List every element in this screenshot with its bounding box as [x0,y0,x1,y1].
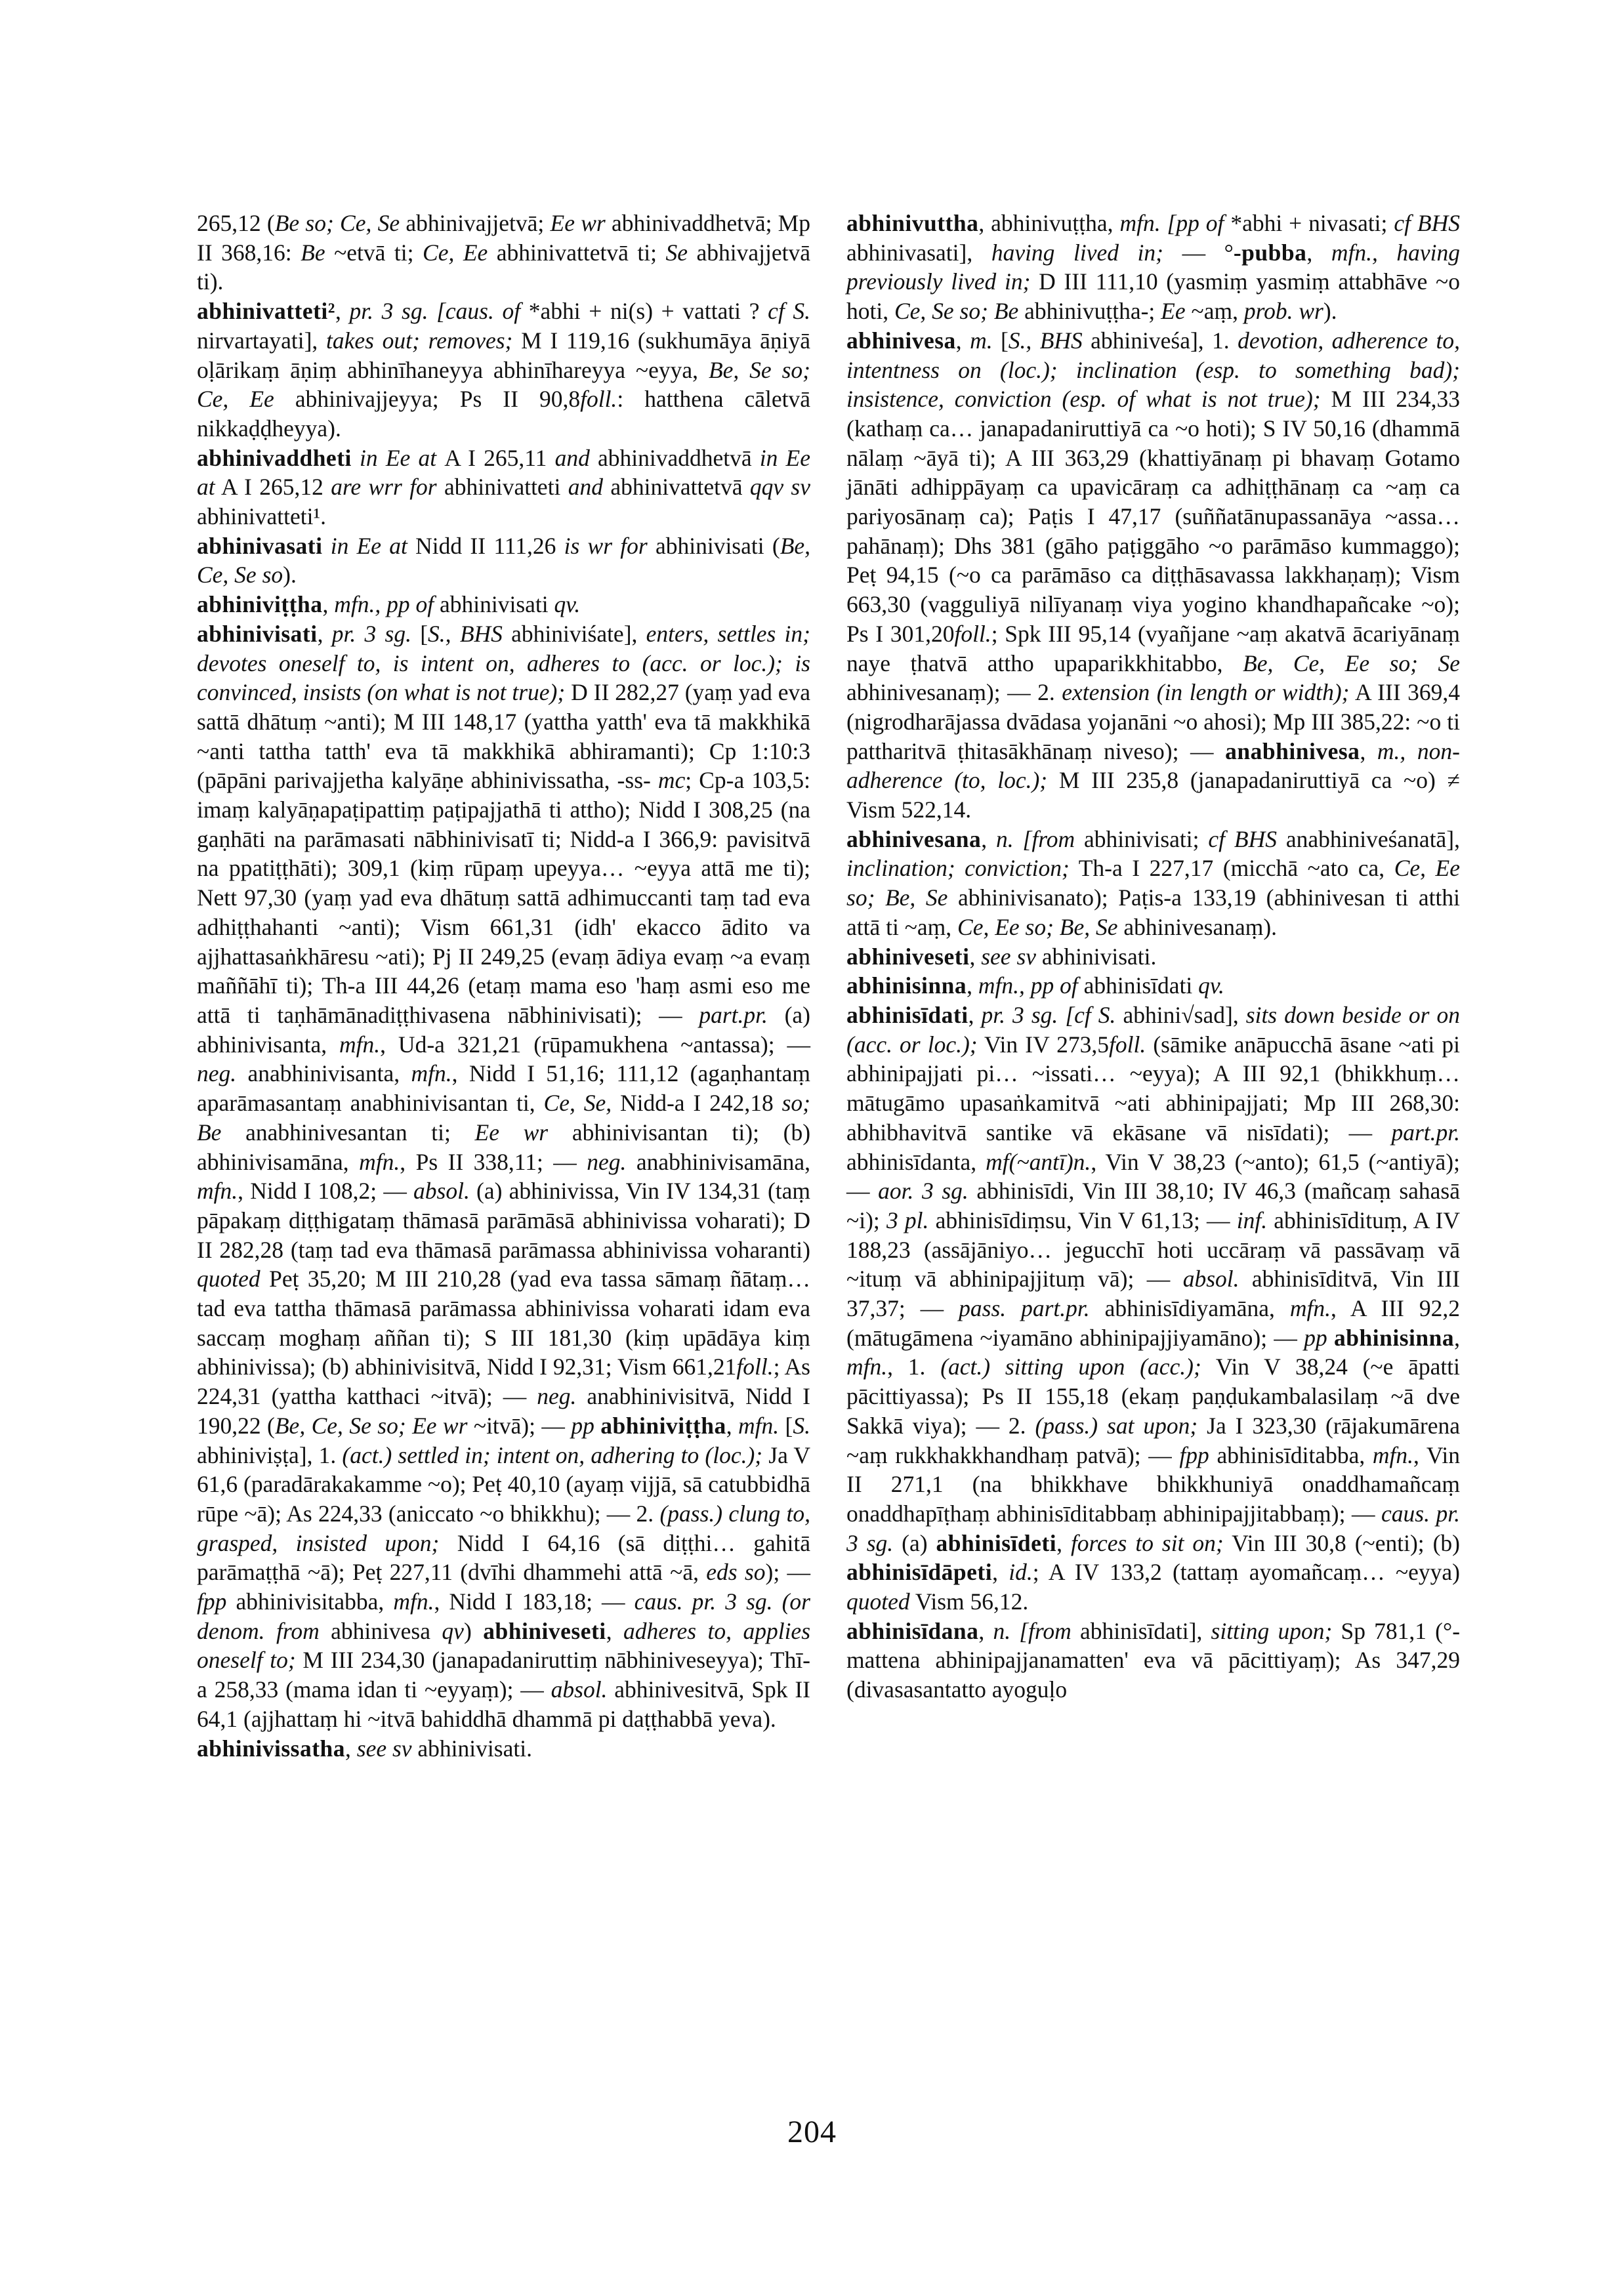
headword: abhinivaddheti [197,444,352,471]
entry-text: in Ee at [197,444,810,501]
entry-text: qv [442,1617,464,1644]
entry-text: , Vin V 38,23 (~anto); 61,5 (~antiyā); — [846,1148,1460,1205]
entry-text: anabhiniveśanatā], [1276,825,1461,852]
entry-text: Be so; Ce, Se [274,210,400,236]
entry-text: (pass.) sat upon; [1035,1412,1198,1439]
entry-text [594,1413,600,1439]
entry-text: inf. [1236,1207,1268,1233]
entry-text: abhinivesitvā, Spk II 64,1 (ajjhattaṃ hi ~itvā bahiddhā dhammā pi daṭṭhabbā yeva). [197,1676,810,1732]
entry-text: abhinivisati; [1075,825,1209,852]
entry-text: (a) abhinivisanta, [197,1001,810,1058]
entry-text: Ce, Ee [423,239,488,266]
headword: abhinisīdana [846,1617,979,1644]
entry-text: M I 119,16 (sukhumāya āṇiyā oḷārikaṃ āṇiṃ abhinīhaneyya abhinīhareyya ~eyya, [197,327,811,383]
entry-text: neg. [587,1148,627,1175]
entry-text: is wr for [564,532,648,559]
headword: abhinisīdāpeti [846,1559,993,1586]
entry-text: A I 265,11 [444,444,555,471]
headword: abhiniveseti [483,1617,606,1644]
entry-text: abhinivatteti [436,474,568,501]
entry-text: abhiniviśate], [502,620,646,647]
entry-text: foll. [1109,1031,1146,1058]
entry-text: mfn. [197,1178,238,1205]
entry-text: abhinivisati ( [647,532,780,559]
entry-text: mfn. [411,1060,452,1087]
dictionary-entry [197,444,810,531]
headword: abhinisīdati [846,1001,968,1028]
entry-text: : hatthena cāletvā nikkaḍḍheyya). [197,386,810,442]
entry-text: , 1. [887,1354,941,1380]
entry-text: ; Spk III 95,14 (vyañjane ~aṃ akatvā ācariyānaṃ naye ṭhatvā attho upaparikkhitabbo, [846,620,1460,676]
entry-text: qv. [1198,972,1224,999]
headword: abhinivesa [846,327,956,354]
entry-text: abhinisīdati [1077,972,1199,999]
entry-text: Ee [1161,298,1186,325]
entry-text: , [726,1412,739,1439]
entry-text: devotion, adherence to, intentness on (loc.); inclination (esp. to something bad); insistence, conviction (esp. of what is not true); [846,327,1460,413]
entry-text: Be, Ce, Se so; Ee wr [274,1412,468,1439]
entry-text: , [1454,1324,1460,1351]
dictionary-entry [846,971,1460,1001]
entry-text: part.pr. [1391,1119,1460,1146]
entry-text: (pass.) clung to, grasped, insisted upon; [197,1500,810,1556]
entry-text: pass. part.pr. [959,1295,1090,1322]
entry-text: Nidd-a I 242,18 [612,1090,782,1117]
dictionary-entry [846,1617,1460,1705]
dictionary-entry [197,531,810,590]
entry-text: in Ee at [351,444,445,471]
entry-text: A I 265,12 [215,474,331,501]
entry-text: ; As 224,31 (yattha katthaci ~itvā); — [197,1354,810,1410]
entry-text: mfn. [1289,1295,1331,1322]
entry-text: extension (in length or width); [1062,679,1350,706]
entry-text: Be [301,239,325,266]
entry-text: mfn. [738,1412,780,1439]
entry-text: aor. 3 sg. [878,1178,968,1205]
entry-text: foll. [954,620,991,647]
entry-text: , [955,327,970,354]
entry-text: Se [665,239,688,266]
entry-text: abhinivesanaṃ); — 2. [846,679,1062,706]
entry-text: abhinivisantan ti); (b) abhinivisamāna, [197,1119,811,1175]
entry-text: (a) abhinivissa, Vin IV 134,31 (taṃ pāpakaṃ diṭṭhigataṃ thāmasā parāmāsā abhinivissa voharati); D II 282,28 (taṃ tad eva thāmasā parāmassa abhinivissa voharanti) [197,1178,811,1263]
dictionary-entry [197,619,810,1734]
entry-text: mfn. [339,1031,381,1058]
entry-text: D II 282,27 (yaṃ yad eva sattā dhātuṃ ~anti); M III 148,17 (yattha yatth' eva tā makkhikā ~anti tattha tatth' eva tā makkhikā abhiramanti); Cp 1:10:3 (pāpāni parivajjetha kalyāṇe abhinivissatha, -ss- [197,679,810,794]
entry-text: quoted [846,1588,910,1615]
entry-text: absol. [413,1178,470,1205]
entry-text: ; A IV 133,2 (tattaṃ ayomañcaṃ… ~eyya) [1032,1559,1461,1586]
entry-text: Ce, Se so; Be [894,298,1019,325]
entry-text: foll. [736,1354,774,1380]
entry-text: , Ps II 338,11; — [400,1148,587,1175]
entry-text: neg. [537,1383,577,1410]
entry-text: abhinivasati], [846,239,991,266]
headword: anabhinivesa [1225,737,1360,764]
entry-text: foll. [580,386,617,413]
entry-text: Vism 56,12. [909,1588,1029,1615]
entry-text: abhinivisati. [411,1735,532,1762]
headword: abhinivissatha [197,1735,346,1762]
left-column [197,209,810,1763]
entry-text: and [568,474,604,501]
entry-text: inclination; conviction; [846,855,1070,882]
dictionary-entry [846,1001,1460,1617]
entry-text: Ce, Ee so; Be, Se [846,855,1460,911]
entry-text: nirvartayati], [197,327,327,354]
headword: abhinisinna [1334,1324,1455,1351]
entry-text: (act.) sitting upon (acc.); [940,1354,1201,1380]
dictionary-entry [197,209,810,297]
entry-text: ~itvā); — [467,1412,572,1439]
entry-text: Be, Ce, Ee so; Se [1243,650,1461,676]
page-number: 204 [787,2115,837,2149]
entry-text: 265,12 ( [197,210,275,236]
entry-text: abhinivaddhetvā; Mp II 368,16: [197,210,810,266]
entry-text [1327,1325,1334,1351]
entry-text: Sp 781,1 (°-mattena abhinipajjanamatten' eva vā pācittiyaṃ); As 347,29 (divasasantatto ayoguḷo [846,1617,1461,1703]
entry-text: Vin V 38,24 (~e āpatti pācittiyassa); Ps II 155,18 (ekaṃ paṇḍukambalasilaṃ ~ā dve Sakkā viya); — 2. [846,1354,1461,1439]
entry-text: abhinivaddhetvā [589,444,760,471]
entry-text: , [1056,1529,1071,1556]
entry-text: *abhi + ni(s) + vattati ? [520,298,768,325]
dictionary-entry [846,825,1460,942]
entry-text: caus. pr. 3 sg. [846,1500,1461,1556]
entry-text: cf S. [768,298,810,325]
entry-text: , Ud-a 321,21 (rūpamukhena ~antassa); — [380,1031,810,1058]
entry-text: A III 369,4 (nigrodharājassa dvādasa yojanāni ~o ahosi); Mp III 385,22: ~o ti pattharitvā ṭhitasākhānaṃ niveso); — [846,679,1460,764]
entry-text: abhinivisati. [1036,943,1157,970]
entry-text: S. [793,1412,811,1439]
entry-text: mfn., having previously lived in; [846,239,1461,295]
entry-text: Ee wr [550,210,606,236]
entry-text: takes out; removes; [326,327,513,354]
entry-text: , [967,972,978,999]
entry-text: , Nidd I 51,16; 111,12 (agaṇhantaṃ aparāmasantaṃ anabhinivisantan ti, [197,1060,811,1117]
entry-text: qqv sv [749,474,811,501]
entry-text: m. [970,327,993,354]
entry-text: see sv [981,943,1037,970]
entry-text: eds so [706,1559,766,1586]
entry-text: Ja V 61,6 (paradārakakamme ~o); Peṭ 40,10 (ayaṃ vijjā, sā catubbidhā rūpe ~ā); As 224,33 (aniccato ~o bhikkhu); — 2. [197,1441,810,1527]
dictionary-entry [197,590,810,619]
entry-text: abhini√sad], [1115,1001,1246,1028]
entry-text: mf(~antī)n. [986,1148,1091,1175]
entry-text: abhinivisitabba, [226,1588,394,1615]
entry-text: m., non-adherence (to, loc.); [846,737,1460,794]
entry-text: cf BHS [1394,210,1460,236]
entry-text: abhinivisati [434,591,554,618]
headword: abhinisīdeti [936,1529,1057,1556]
entry-text: abhinivattetvā ti; [488,239,666,266]
headword: abhinivuttha [846,210,979,236]
entry-text: forces to sit on; [1070,1529,1224,1556]
entry-text: fpp [1179,1441,1209,1468]
entry-text: adheres to, applies oneself to; [197,1617,811,1674]
headword: abhinivisati [197,620,318,647]
entry-text: abhinivajjetvā; [400,210,551,236]
entry-text: see sv [356,1735,412,1762]
entry-text: Vin III 30,8 (~enti); (b) [1223,1529,1461,1556]
entry-text: fpp [197,1588,227,1615]
entry-text: pr. 3 sg. [caus. of [349,298,521,325]
entry-text: Ee wr [474,1119,549,1146]
entry-text: qv. [554,591,581,618]
entry-text: abhivajjetvā ti). [197,239,810,295]
entry-text: ; Cp-a 103,5: imaṃ kalyāṇapaṭipattiṃ paṭipajjathā ti attho); Nidd I 308,25 (na gaṇhāti na parāmasati nābhinivisatī ti; Nidd-a I 366,9: pavisitvā na ppatiṭṭhāti); 309,1 (kiṃ rūpaṃ upeyya… ~eyya attā me ti); Nett 97,30 (yaṃ yad eva dhātuṃ sattā adhimuccanti taṃ tad eva adhiṭṭhahanti ~anti); Vism 661,31 (idh' ekacco ādito va ajjhattasaṅkhāresu ~ati); Pj II 249,25 (evaṃ ādiya evaṃ ~a evaṃ maññāhī ti); Th-a III 44,26 (etaṃ mama eso 'haṃ asmi eso me attā ti taṇhāmānadiṭṭhivasena nābhinivisati); — [197,767,811,1028]
entry-text: so; Be [197,1090,810,1146]
entry-text: Nidd II 111,26 [415,532,564,559]
entry-text: , [968,1001,982,1028]
entry-text: , A III 92,2 (mātugāmena ~iyamāno abhinipajjiyamāno); — [846,1295,1460,1351]
entry-text: , [992,1559,1009,1586]
entry-text: anabhinivisanta, [236,1060,411,1087]
entry-text: mfn. [359,1148,400,1175]
headword: abhinivasati [197,532,323,559]
entry-text: id. [1009,1559,1033,1586]
entry-text: Be, Ce, Se so [197,532,811,589]
entry-text: , [969,943,982,970]
entry-text: ); — [765,1559,811,1586]
headword: abhiniveseti [846,943,970,970]
entry-text: Be, Se so; Ce, Ee [197,356,810,413]
entry-text: 3 pl. [886,1207,929,1233]
entry-text: , [335,298,350,325]
dictionary-entry [197,297,810,444]
entry-text: mfn. [pp of [1119,210,1224,236]
entry-text: Ce, Se, [543,1090,612,1117]
dictionary-entry [846,209,1460,326]
entry-text: part.pr. [699,1001,768,1028]
entry-text: [ [779,1412,793,1439]
entry-text: S., BHS [428,620,503,647]
entry-text: , Nidd I 183,18; — [434,1588,635,1615]
entry-text: S., BHS [1008,327,1083,354]
entry-text: , [981,825,997,852]
dictionary-entry [846,326,1460,825]
entry-text: abhinivesanaṃ). [1117,913,1278,940]
entry-text: absol. [551,1676,608,1703]
right-column [846,209,1460,1705]
entry-text: quoted [197,1266,260,1292]
entry-text: abhinivesa [319,1617,442,1644]
entry-text: abhinisīditabba, [1209,1441,1373,1468]
entry-text: abhiniveśa], 1. [1082,327,1238,354]
entry-text: having lived in; [991,239,1163,266]
entry-text: abhinisīdanta, [846,1148,986,1175]
entry-text: mfn., pp of [334,591,434,618]
entry-text: abhinisīditvā, Vin III 37,37; — [846,1266,1460,1322]
entry-text: , [345,1735,357,1762]
entry-text: M III 234,30 (janapadaniruttiṃ nābhiniveseyya); Thī-a 258,33 (mama idan ti ~eyyaṃ); — [197,1647,811,1703]
entry-text: abhinivuṭṭha-; [1018,298,1161,325]
entry-text: , [1306,239,1331,266]
entry-text: abhinisīdi, Vin III 38,10; IV 46,3 (mañcaṃ sahasā ~i); [846,1178,1460,1233]
entry-text: ). [283,562,297,589]
dictionary-entry [197,1734,810,1764]
headword: abhinivesana [846,825,982,852]
entry-text: M III 235,8 (janapadaniruttiyā ca ~o) ≠ Vism 522,14. [846,767,1460,823]
dictionary-entry [846,942,1460,972]
entry-text: , [317,620,332,647]
entry-text: caus. pr. 3 sg. (or denom. from [197,1588,811,1644]
entry-text: mfn. [846,1354,888,1380]
entry-text: mfn. [393,1588,434,1615]
entry-text: , Vin II 271,1 (na bhikkhave bhikkhuniyā onaddhamañcaṃ onaddhapīṭhaṃ abhinisīditabbaṃ abhinipajjitabbaṃ); — [846,1441,1460,1527]
headword: abhiniviṭṭha [197,591,323,618]
entry-text: cf BHS [1208,825,1277,852]
entry-text: sits down beside or on (acc. or loc.); [846,1001,1460,1058]
entry-text: , [978,1617,993,1644]
entry-text: pp [571,1412,594,1439]
entry-text: pr. 3 sg. [331,620,411,647]
entry-text: anabhinivisitvā, Nidd I 190,22 ( [197,1383,810,1439]
entry-text: abhinivajjeyya; Ps II 90,8 [274,386,581,413]
entry-text: prob. wr [1243,298,1323,325]
entry-text: absol. [1182,1266,1239,1292]
entry-text: D III 111,10 (yasmiṃ yasmiṃ attabhāve ~o hoti, [846,268,1460,325]
headword: -pubba [1233,239,1307,266]
entry-text: sitting upon; [1211,1617,1333,1644]
entry-text: abhinivatteti¹. [197,503,326,530]
entry-text: , [322,591,335,618]
entry-text: ~etvā ti; [325,239,423,266]
entry-text: abhinisīdituṃ, A IV 188,23 (assājāniyo… jegucchī hoti uccāraṃ vā passāvaṃ vā ~ituṃ vā abhinipajjituṃ vā); — [846,1207,1460,1292]
entry-text: abhinisīdiyamāna, [1089,1295,1290,1322]
entry-text: [ [992,327,1009,354]
entry-text: abhinivattetvā [603,474,750,501]
entry-text: (act.) settled in; intent on, adhering to (loc.); [342,1441,763,1468]
entry-text: anabhinivesantan ti; [221,1119,475,1146]
entry-text: ) [463,1617,484,1644]
entry-text: , abhinivuṭṭha, [978,210,1120,236]
entry-text: (a) [893,1529,936,1556]
entry-text: n. [from [996,825,1075,852]
entry-text: Vin IV 273,5 [977,1031,1110,1058]
entry-text: abhiniviṣṭa], 1. [197,1441,343,1468]
entry-text: anabhinivisamāna, [626,1148,810,1175]
entry-text: and [554,444,590,471]
entry-text: , Nidd I 108,2; — [238,1178,414,1205]
entry-text: abhinisīdati], [1071,1617,1211,1644]
entry-text: ). [1323,298,1337,325]
entry-text: (sāmike anāpucchā āsane ~ati pi abhinipajjati pi… ~issati… ~eyya); A III 92,1 (bhikkhuṃ… mātugāmo upasaṅkamitvā ~ati abhinipajjati; Mp III 268,30: abhibhavitvā santike vā ekāsane vā nisīdati); — [846,1031,1460,1146]
entry-text: are wrr for [331,474,437,501]
entry-text: pp [1304,1324,1327,1351]
entry-text: Ce, Ee so; Be, Se [957,913,1118,940]
entry-text: Nidd I 64,16 (sā diṭṭhi… gahitā parāmaṭṭhā ~ā); Peṭ 227,11 (dvīhi dhammehi attā ~ā, [197,1529,810,1586]
entry-text: — ° [1163,239,1234,266]
entry-text: , [1360,737,1377,764]
entry-text: , [606,1617,624,1644]
entry-text: mfn. [1372,1441,1413,1468]
entry-text: [ [411,620,428,647]
entry-text: enters, settles in; devotes oneself to, is intent on, adheres to (acc. or loc.); is convinced, insists (on what is not true); [197,620,810,706]
entry-text: Peṭ 35,20; M III 210,28 (yad eva tassa sāmaṃ ñātaṃ… tad eva tattha thāmasā parāmassa abhinivissa voharati idam eva saccaṃ moghaṃ aññan ti); S III 181,30 (kiṃ upādāya kiṃ abhinivissa); (b) abhinivisitvā, Nidd I 92,31; Vism 661,21 [197,1266,810,1380]
entry-text: ~aṃ, [1185,298,1244,325]
entry-text: abhinivisanato); Paṭis-a 133,19 (abhinivesan ti atthi attā ti ~aṃ, [846,884,1461,940]
entry-text: mc [657,767,686,794]
headword: abhinivatteti² [197,298,335,325]
entry-text: in Ee at [322,532,416,559]
entry-text: neg. [197,1060,237,1087]
entry-text: n. [from [993,1617,1072,1644]
headword: abhiniviṭṭha [600,1412,726,1439]
entry-text: abhinisīdiṃsu, Vin V 61,13; — [928,1207,1237,1233]
entry-text: *abhi + nivasati; [1224,210,1394,236]
entry-text: Th-a I 227,17 (micchā ~ato ca, [1069,855,1394,882]
entry-text: M III 234,33 (kathaṃ ca… janapadaniruttiyā ca ~o hoti); S IV 50,16 (dhammā nālaṃ ~āyā ti); A III 363,29 (khattiyānaṃ pi bhavaṃ Gotamo jānāti adhippāyaṃ ca upavicāraṃ ca adhiṭṭhānaṃ ca ~aṃ ca pariyosānaṃ ca); Paṭis I 47,17 (suññatānupassanāya ~assa… pahānaṃ); Dhs 381 (gāho paṭiggāho ~o parāmāso kummaggo); Peṭ 94,15 (~o ca parāmāso ca diṭṭhāsavassa lakkhaṇaṃ); Vism 663,30 (vagguliyā nilīyanaṃ viya yogino khandhapañcake ~o); Ps I 301,20 [846,386,1461,647]
entry-text: pr. 3 sg. [cf S. [981,1001,1116,1028]
entry-text: Ja I 323,30 (rājakumārena ~aṃ rukkhakkhandhaṃ patvā); — [846,1412,1460,1468]
headword: abhinisinna [846,972,967,999]
entry-text: mfn., pp of [978,972,1078,999]
